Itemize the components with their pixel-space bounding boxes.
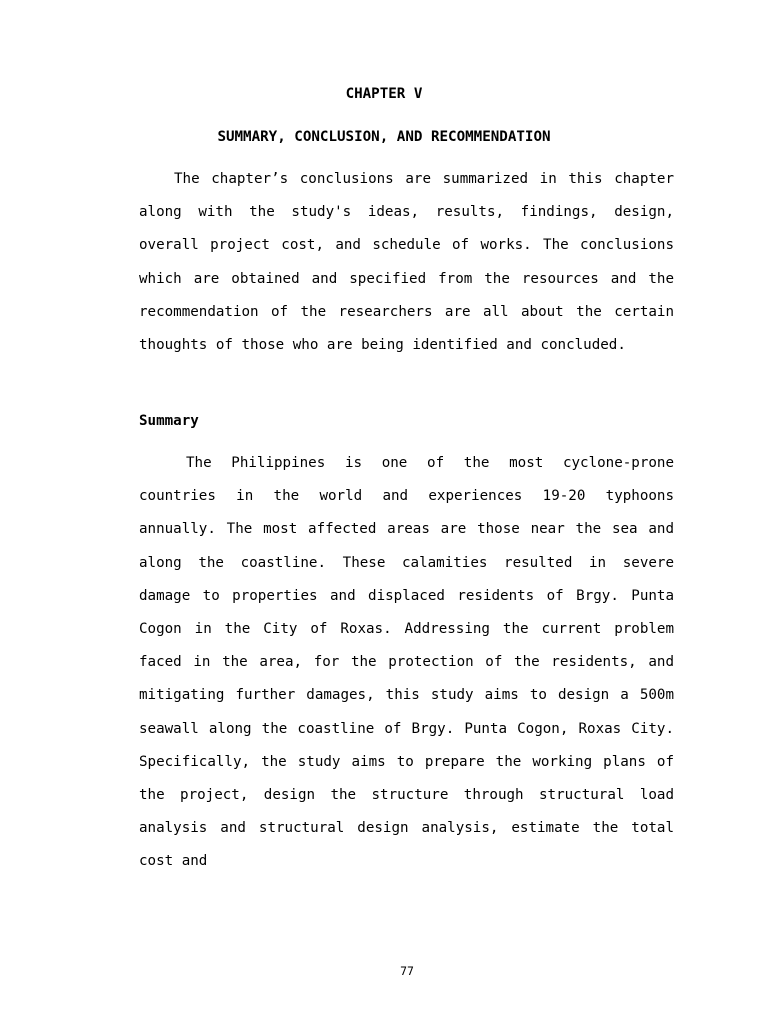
chapter-label: CHAPTER V [345, 86, 423, 102]
chapter-title: SUMMARY, CONCLUSION, AND RECOMMENDATION [217, 129, 551, 145]
summary-heading: Summary [139, 413, 199, 429]
page-number: 77 [400, 964, 414, 978]
summary-paragraph: The Philippines is one of the most cyclone-prone countries in the world and experiences 19-20 typhoons annually. The most affected areas are those near the sea and along the coastline. These calamities resulted in severe damage to properties and displaced residents of Brgy. Punta Cogon in the City of Roxas. Addressing the current problem faced in the area, for the protection of the residents, and mitigating further damages, this study aims to design a 500m seawall along the coastline of Brgy. Punta Cogon, Roxas City. Specifically, the study aims to prepare the working plans of the project, design the structure through structural load analysis and structural design analysis, estimate the total cost and [139, 455, 674, 870]
intro-paragraph: The chapter’s conclusions are summarized in this chapter along with the study's ideas, results, findings, design, overall project cost, and schedule of works. The conclusions which are obtained and specified from the resources and the recommendation of the researchers are all about the certain thoughts of those who are being identified and concluded. [139, 171, 674, 354]
